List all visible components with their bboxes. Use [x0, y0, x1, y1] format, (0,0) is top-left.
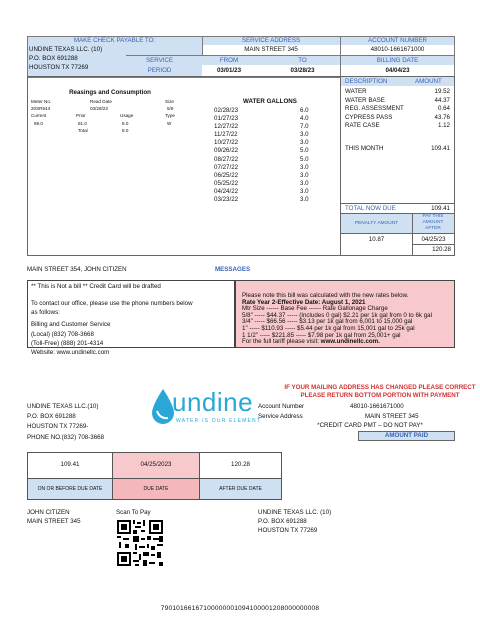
gallons-row — [214, 131, 334, 139]
stub-account-value: 48010-1661671000 — [350, 403, 404, 410]
amount-paid-label: AMOUNT PAID — [384, 432, 429, 439]
tariff-link[interactable]: www.undinellc.com. — [320, 338, 380, 345]
remit-line-3: HOUSTON TX 77269- — [27, 423, 89, 430]
header-grid-border — [27, 36, 455, 78]
customer-line: MAIN STREET 354, JOHN CITIZEN — [27, 266, 127, 273]
gallons-date: 11/27/22 — [214, 131, 238, 139]
service-address-value: MAIN STREET 345 — [244, 46, 298, 53]
gallons-value: 7.0 — [300, 123, 309, 131]
left-note-line: To contact our office, please use the phone numbers below — [31, 300, 193, 307]
to-label: TO — [298, 57, 307, 64]
penalty-row-line — [341, 233, 454, 234]
readings-header-size: Size — [165, 99, 174, 104]
due-label-2: DUE DATE — [143, 486, 169, 492]
change-notice-2: PLEASE RETURN BOTTOM PORTION WITH PAYMENT — [300, 392, 460, 399]
rate-note-line: 3/4" ----- $66.56 ----- $3.13 per 1k gal from 6,001 to 15,000 gal — [242, 318, 413, 326]
readings-usage: 8.0 — [122, 121, 129, 126]
charges-list — [345, 88, 450, 131]
charges-desc-header: DESCRIPTION — [345, 78, 388, 85]
readings-size: 5/8 — [167, 106, 174, 111]
after-date-value: 04/25/23 — [421, 236, 446, 243]
service-label: SERVICE — [145, 57, 174, 64]
gallons-value: 3.0 — [300, 163, 309, 171]
charge-desc: RATE CASE — [345, 122, 380, 130]
charge-row — [345, 88, 450, 97]
gallons-value: 3.0 — [300, 179, 309, 187]
charge-desc: WATER BASE — [345, 96, 385, 104]
charge-amount: 43.76 — [434, 113, 450, 121]
this-month-value: 109.41 — [431, 145, 450, 152]
rate-note-line: Mtr Size ------ Base Fee ------ Rate Gallonage Charge — [242, 305, 388, 313]
rate-note-last — [242, 338, 380, 346]
readings-meter: 20SR544 — [31, 106, 51, 111]
gallons-value: 6.0 — [300, 107, 309, 114]
gallons-value: 3.0 — [300, 139, 309, 147]
left-note-line: Billing and Customer Service — [31, 321, 111, 329]
charge-amount: 0.64 — [437, 105, 450, 113]
stub-account-label: Account Number — [258, 403, 305, 410]
gallons-date: 04/24/22 — [214, 187, 239, 195]
readings-header-readdate: Read Date — [90, 99, 112, 104]
pay-after-label: PAY THIS AMOUNT AFTER — [422, 214, 444, 231]
gallons-row — [214, 123, 334, 131]
period-to: 03/28/23 — [290, 67, 315, 74]
readings-type: W — [167, 121, 172, 126]
gallons-date: 10/27/22 — [214, 139, 239, 147]
gallons-row — [214, 147, 334, 155]
gallons-date: 01/27/23 — [214, 115, 239, 123]
due-late-amount: 120.28 — [231, 461, 250, 468]
rate-note-line: 1 1/2" ----- $221.85 ----- $7.98 per 1k gal from 25,001+ gal — [242, 331, 401, 339]
total-due-label: TOTAL NOW DUE — [345, 205, 396, 212]
payable-line-2: P.O. BOX 691288 — [29, 55, 78, 62]
left-note-line: (Toll-Free) (888) 201-4314 — [31, 339, 104, 347]
charge-amount: 19.52 — [434, 88, 450, 95]
logo-wordmark: undine — [172, 387, 254, 417]
gallons-date: 09/26/22 — [214, 147, 239, 155]
gallons-date: 08/27/22 — [214, 155, 239, 163]
header-divider-1 — [202, 36, 203, 55]
readings-readdate: 03/28/23 — [90, 106, 108, 111]
charge-amount: 1.12 — [437, 122, 450, 130]
rate-note-lines — [242, 292, 432, 338]
account-header: ACCOUNT NUMBER — [367, 37, 427, 44]
gallons-row — [214, 139, 334, 147]
rate-note-line: 1" ----- $110.93 ----- $5.44 per 1k gal from 15,001 gal to 25k gal — [242, 324, 415, 332]
left-note-title: ** This is Not a bill ** Credit Card will be drafted — [31, 283, 161, 290]
due-label-1: ON OR BEFORE DUE DATE — [37, 486, 103, 492]
gallons-date: 05/25/22 — [214, 179, 239, 187]
charge-desc: REG. ASSESSMENT — [345, 105, 404, 113]
gallons-date: 06/25/22 — [214, 171, 239, 179]
billing-date-header: BILLING DATE — [376, 57, 419, 64]
after-amount-value: 120.28 — [432, 246, 451, 253]
charge-row — [345, 114, 450, 123]
change-notice-1: IF YOUR MAILING ADDRESS HAS CHANGED PLEASE CORRECT — [284, 384, 476, 391]
gallons-row — [214, 188, 334, 196]
scan-to-pay-label: Scan To Pay — [116, 509, 151, 516]
remit-line-4: PHONE NO.(832) 708-3668 — [27, 434, 105, 441]
messages-label: MESSAGES — [215, 266, 251, 273]
gallons-value: 3.0 — [300, 131, 309, 139]
gallons-value: 5.0 — [300, 147, 309, 155]
payable-line-3: HOUSTON TX 77269 — [29, 64, 89, 71]
bottom-to-3: HOUSTON TX 77269 — [258, 527, 318, 534]
bottom-to-1: UNDINE TEXAS LLC. (10) — [258, 509, 332, 516]
bottom-name: JOHN CITIZEN — [27, 509, 70, 516]
qr-code-icon — [117, 520, 163, 566]
rate-note-last-prefix: For the full tariff please visit: — [242, 338, 321, 345]
gallons-value: 3.0 — [300, 171, 309, 179]
service-address-header: SERVICE ADDRESS — [241, 37, 301, 44]
gallons-value: 3.0 — [300, 187, 309, 195]
gallons-date: 12/27/22 — [214, 123, 239, 131]
due-label-3: AFTER DUE DATE — [219, 486, 262, 492]
this-month-label: THIS MONTH — [345, 145, 384, 152]
readings-total-value: 8.0 — [122, 128, 129, 133]
penalty-row-line-2 — [413, 244, 454, 245]
remit-line-2: P.O. BOX 691288 — [27, 413, 76, 420]
gallons-row — [214, 164, 334, 172]
readings-header-type: Type — [165, 113, 175, 118]
gallons-value: 5.0 — [300, 155, 309, 163]
stub-service-label: Service Address — [258, 413, 303, 420]
due-date: 04/25/2023 — [140, 461, 172, 468]
logo-tagline: WATER IS OUR ELEMENT — [176, 418, 262, 424]
stub-cc-note: *CREDIT CARD PMT – DO NOT PAY* — [317, 422, 423, 429]
left-note-line: as follows: — [31, 309, 60, 317]
water-gallons-title: WATER GALLONS — [243, 98, 297, 105]
billing-date-value: 04/04/23 — [385, 67, 410, 74]
left-note-line: Website: www.undinellc.com — [31, 348, 110, 356]
from-label: FROM — [219, 57, 239, 64]
remit-line-1: UNDINE TEXAS LLC.(10) — [27, 403, 99, 410]
due-amount: 109.41 — [60, 461, 80, 468]
gallons-row — [214, 196, 334, 204]
total-due-row-line — [341, 203, 454, 204]
charge-row — [345, 97, 450, 106]
charge-amount: 44.37 — [434, 96, 450, 104]
account-value: 48010-1661671000 — [370, 46, 425, 53]
barcode-number: 79010166167100000001094100001208000000008 — [160, 605, 320, 612]
period-from: 03/01/23 — [216, 67, 242, 74]
charge-row — [345, 105, 450, 114]
header-divider-2 — [340, 36, 341, 78]
rate-note-line: Please note this bill was calculated with the new rates below. — [242, 292, 409, 299]
gallons-value: 4.0 — [300, 115, 309, 123]
left-note-line: (Local) (832) 708-3668 — [31, 330, 94, 338]
due-box-hline — [27, 478, 282, 479]
readings-header-usage: Usage — [120, 113, 134, 118]
water-gallons-list — [214, 107, 334, 204]
gallons-date: 07/27/22 — [214, 163, 239, 171]
gallons-row — [214, 172, 334, 180]
penalty-value: 10.87 — [368, 236, 385, 243]
qr-code[interactable] — [117, 520, 163, 566]
gallons-value: 3.0 — [300, 196, 309, 204]
payable-header: MAKE CHECK PAYABLE TO: — [73, 37, 156, 44]
charge-desc: CYPRESS PASS — [345, 113, 393, 121]
left-note-lines — [31, 300, 193, 358]
readings-total-label: Total — [78, 128, 88, 133]
gallons-row — [214, 156, 334, 164]
charge-row — [345, 122, 450, 131]
gallons-row — [214, 107, 334, 115]
readings-title: Reasings and Consumption — [69, 89, 151, 96]
gallons-row — [214, 180, 334, 188]
undine-logo — [148, 385, 262, 431]
gallons-date: 02/28/23 — [214, 107, 239, 114]
total-due-value: 109.41 — [431, 205, 450, 212]
rate-note-line: 5/8" ----- $44.37 ----- (Includes 0 gal) $2.21 per 1k gal from 0 to 6k gal — [242, 311, 432, 319]
period-label: PERIOD — [147, 67, 172, 74]
readings-header-current: Current — [31, 113, 47, 118]
bottom-to-2: P.O. BOX 691288 — [258, 518, 307, 525]
readings-current: 89.0 — [34, 121, 43, 126]
gallons-row — [214, 115, 334, 123]
gallons-date: 03/23/22 — [214, 196, 239, 204]
stub-service-value: MAIN STREET 345 — [365, 413, 419, 420]
charges-amt-header: AMOUNT — [415, 78, 442, 85]
bottom-address: MAIN STREET 345 — [27, 518, 81, 525]
readings-prior: 81.0 — [78, 121, 87, 126]
rate-note-line: Rate Year 2-Effective Date: August 1, 2021 — [242, 298, 366, 306]
payable-line-1: UNDINE TEXAS LLC. (10) — [29, 46, 103, 53]
penalty-label: PENALTY AMOUNT — [354, 221, 399, 226]
readings-header-meter: Meter No. — [31, 99, 52, 104]
header-hline-1 — [126, 55, 455, 56]
readings-header-prior: Prior — [76, 113, 86, 118]
charge-desc: WATER — [345, 88, 367, 95]
